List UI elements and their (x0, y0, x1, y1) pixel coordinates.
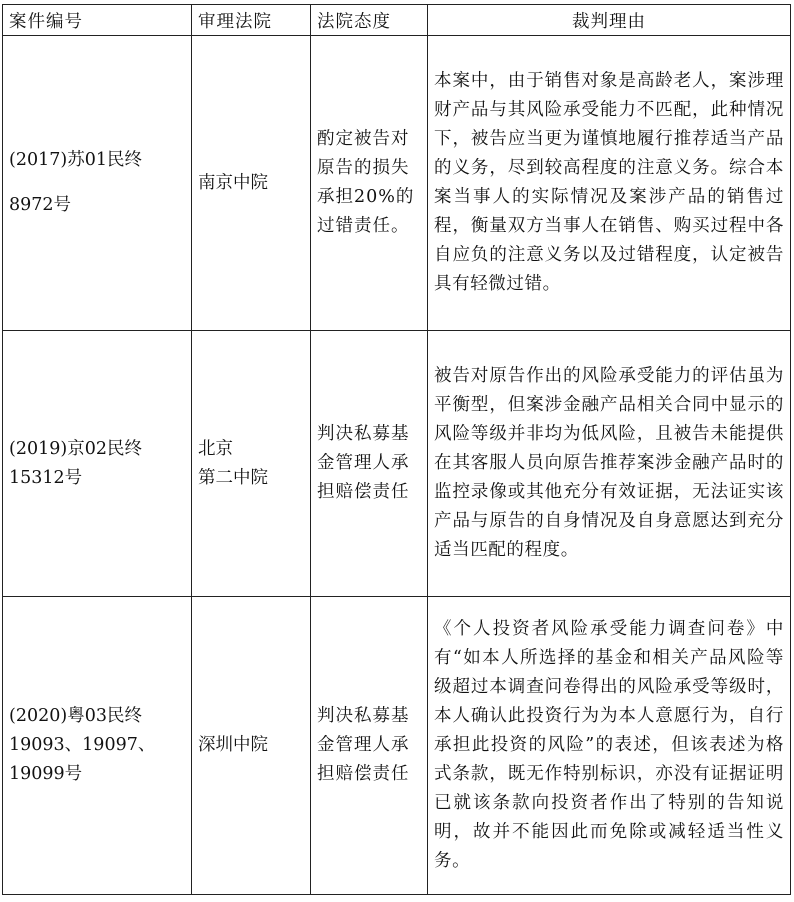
case-number-line: 19093、19097、 (9, 735, 156, 755)
header-court: 审理法院 (192, 5, 311, 36)
case-number-cell (3, 597, 192, 895)
case-number-line: 15312号 (9, 467, 83, 488)
header-reason: 裁判理由 (428, 5, 791, 36)
case-table (2, 4, 791, 895)
court-line: 北京 (198, 438, 233, 459)
stance-cell: 酌定被告对原告的损失承担20%的过错责任。 (311, 36, 428, 331)
court-cell: 南京中院 (192, 36, 311, 331)
case-number-line: (2020)粤03民终 (9, 706, 142, 726)
reason-cell: 本案中，由于销售对象是高龄老人，案涉理财产品与其风险承受能力不匹配，此种情况下，被告应当更为谨慎地履行推荐适当产品的义务，尽到较高程度的注意义务。综合本案当事人的实际情况及案涉产品的销售过程，衡量双方当事人在销售、购买过程中各自应负的注意义务以及过错程度，认定被告具有轻微过错。 (428, 36, 791, 331)
header-stance: 法院态度 (311, 5, 428, 36)
reason-cell: 被告对原告作出的风险承受能力的评估虽为平衡型，但案涉金融产品相关合同中显示的风险等级并非均为低风险，且被告未能提供在其客服人员向原告推荐案涉金融产品时的监控录像或其他充分有效证据，无法证实该产品与原告的自身情况及自身意愿达到充分适当匹配的程度。 (428, 331, 791, 597)
header-case-number: 案件编号 (3, 5, 192, 36)
case-number-line: 19099号 (9, 764, 83, 784)
case-number-line: (2017)苏01民终 (9, 150, 142, 170)
table-row (3, 36, 791, 331)
court-cell (192, 331, 311, 597)
table-row (3, 331, 791, 597)
stance-cell: 判决私募基金管理人承担赔偿责任 (311, 597, 428, 895)
case-number-cell (3, 36, 192, 331)
reason-cell: 《个人投资者风险承受能力调查问卷》中有“如本人所选择的基金和相关产品风险等级超过本调查问卷得出的风险承受等级时，本人确认此投资行为为本人意愿行为，自行承担此投资的风险”的表述，但该表述为格式条款，既无作特别标识，亦没有证据证明已就该条款向投资者作出了特别的告知说明，故并不能因此而免除或减轻适当性义务。 (428, 597, 791, 895)
case-number-cell (3, 331, 192, 597)
header-row (3, 5, 791, 36)
stance-cell: 判决私募基金管理人承担赔偿责任 (311, 331, 428, 597)
table-row (3, 597, 791, 895)
court-line: 第二中院 (198, 467, 268, 488)
court-cell: 深圳中院 (192, 597, 311, 895)
case-number-line: 8972号 (9, 195, 72, 215)
case-number-line: (2019)京02民终 (9, 438, 142, 459)
